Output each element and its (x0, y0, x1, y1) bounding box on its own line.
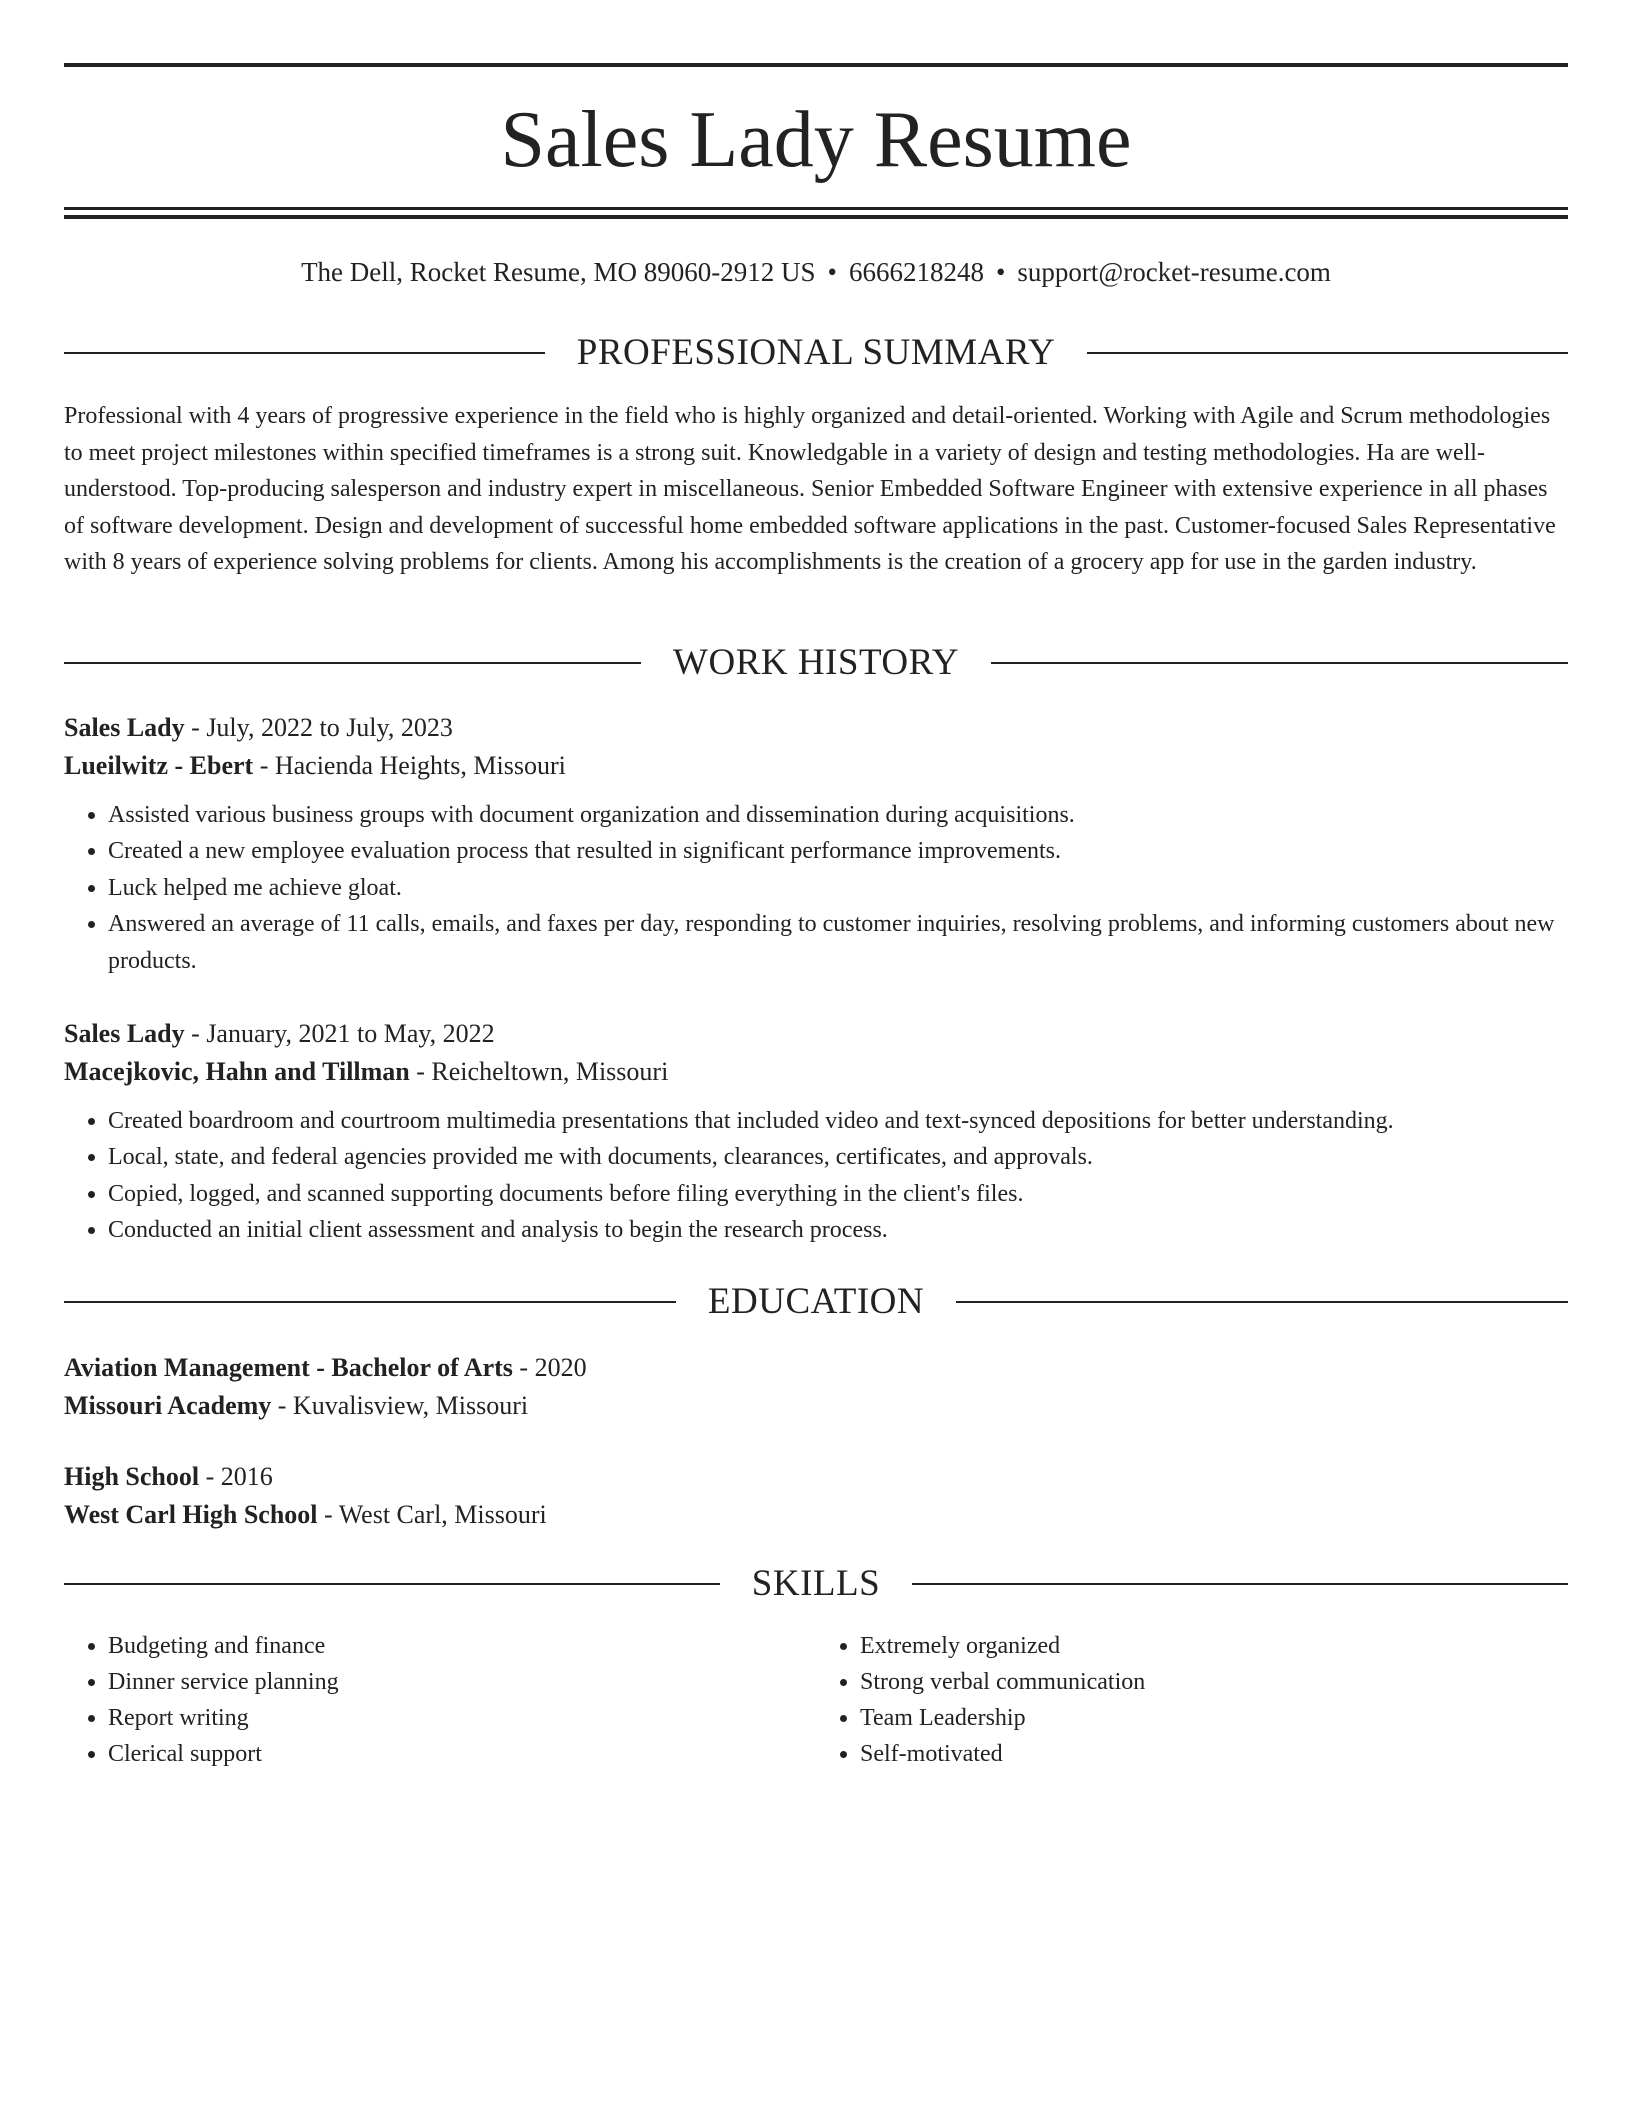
section-rule-left (64, 1301, 676, 1303)
contact-separator: • (995, 257, 1006, 287)
section-rule-left (64, 1583, 720, 1585)
education-school: Missouri Academy (64, 1391, 272, 1420)
section-title: WORK HISTORY (673, 642, 959, 683)
education-degree: High School (64, 1462, 200, 1491)
skill-item: • Report writing (108, 1700, 816, 1736)
contact-email: support@rocket-resume.com (1017, 257, 1331, 287)
summary-paragraph: Professional with 4 years of progressive experience in the field who is highly organized and detail-oriented. Working with Agile and Scrum methodologies to meet project milestones within specified timeframes is a strong suit. Knowledgable in a variety of design and testing methodologies. Ha are well-understood. Top-producing salesperson and industry expert in miscellaneous. Senior Embedded Software Engineer with extensive experience in all phases of software development. Design and development of successful home embedded software applications in the past. Customer-focused Sales Representative with 8 years of experience solving problems for clients. Among his accomplishments is the creation of a grocery app for use in the garden industry. (64, 403, 1556, 576)
work-company: Lueilwitz - Ebert (64, 751, 254, 780)
skill-item: • Clerical support (108, 1736, 816, 1772)
work-dates: - July, 2022 to July, 2023 (184, 713, 453, 742)
work-location: - Hacienda Heights, Missouri (253, 751, 566, 780)
header-double-rule-thin (64, 207, 1568, 210)
skills-columns (64, 1628, 1568, 1772)
education-year: - 2016 (199, 1462, 273, 1491)
work-role-line (64, 709, 1568, 747)
list-item: • Copied, logged, and scanned supporting documents before filing everything in the client's files. (108, 1176, 1568, 1212)
contact-separator: • (827, 257, 837, 287)
education-entry (64, 1458, 1568, 1534)
list-item: • Conducted an initial client assessment and analysis to begin the research process. (108, 1212, 1568, 1248)
section-rule-right (956, 1301, 1568, 1303)
education-year: - 2020 (512, 1353, 587, 1382)
skill-item: • Team Leadership (860, 1700, 1568, 1736)
education-location: - Kuvalisview, Missouri (271, 1391, 529, 1420)
skills-list-left (64, 1628, 816, 1772)
education-degree-line (64, 1349, 1568, 1387)
education-school: West Carl High School (64, 1500, 318, 1529)
skill-item: • Dinner service planning (108, 1664, 816, 1700)
education-location: - West Carl, Missouri (317, 1500, 547, 1529)
skill-item: • Extremely organized (860, 1628, 1568, 1664)
work-bullets (64, 1103, 1568, 1249)
list-item: • Answered an average of 11 calls, emails, and faxes per day, responding to customer inquiries, resolving problems, and informing customers about new products. (108, 906, 1568, 979)
work-company: Macejkovic, Hahn and Tillman (64, 1057, 410, 1086)
work-dates: - January, 2021 to May, 2022 (184, 1019, 495, 1048)
resume-title: Sales Lady Resume (500, 96, 1132, 184)
section-rule-left (64, 352, 545, 354)
education-entry (64, 1349, 1568, 1425)
contact-phone: 6666218248 (848, 257, 984, 287)
section-rule-right (1087, 352, 1568, 354)
section-title: SKILLS (751, 1563, 881, 1604)
section-rule-left (64, 662, 641, 664)
list-item: • Luck helped me achieve gloat. (108, 870, 1568, 906)
education-degree-line (64, 1458, 1568, 1496)
section-heading-work (64, 643, 1568, 683)
section-rule-right (912, 1583, 1568, 1585)
education-degree: Aviation Management - Bachelor of Arts (64, 1353, 513, 1382)
work-role-line (64, 1015, 1568, 1053)
work-bullets (64, 797, 1568, 979)
header-top-rule (64, 63, 1568, 67)
contact-address: The Dell, Rocket Resume, MO 89060-2912 US (301, 257, 816, 287)
list-item: • Created a new employee evaluation process that resulted in significant performance improvements. (108, 833, 1568, 869)
section-heading-summary (64, 333, 1568, 373)
work-company-line (64, 747, 1568, 785)
section-title: PROFESSIONAL SUMMARY (576, 332, 1056, 373)
work-entry (64, 709, 1568, 979)
skill-item: • Budgeting and finance (108, 1628, 816, 1664)
list-item: • Assisted various business groups with document organization and dissemination during acquisitions. (108, 797, 1568, 833)
section-heading-education (64, 1282, 1568, 1322)
work-location: - Reicheltown, Missouri (409, 1057, 669, 1086)
header-double-rule-thick (64, 215, 1568, 219)
section-title: EDUCATION (707, 1281, 925, 1322)
skill-item: • Self-motivated (860, 1736, 1568, 1772)
list-item: • Local, state, and federal agencies provided me with documents, clearances, certificates, and approvals. (108, 1139, 1568, 1175)
work-company-line (64, 1053, 1568, 1091)
work-role: Sales Lady (64, 713, 185, 742)
skills-list-right (816, 1628, 1568, 1772)
section-heading-skills (64, 1564, 1568, 1604)
contact-line (64, 254, 1568, 290)
education-school-line (64, 1496, 1568, 1534)
work-role: Sales Lady (64, 1019, 185, 1048)
list-item: • Created boardroom and courtroom multimedia presentations that included video and text-synced depositions for better understanding. (108, 1103, 1568, 1139)
work-entry (64, 1015, 1568, 1249)
section-rule-right (991, 662, 1568, 664)
skill-item: • Strong verbal communication (860, 1664, 1568, 1700)
education-school-line (64, 1387, 1568, 1425)
